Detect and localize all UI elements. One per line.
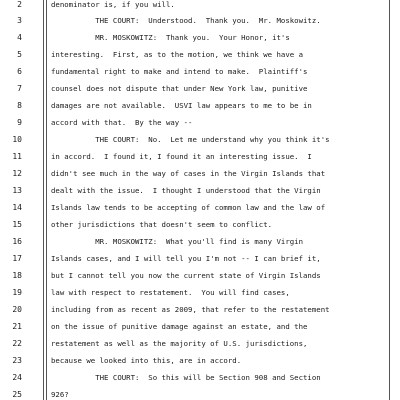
- line-number: 15: [12, 220, 22, 229]
- transcript-line: but I cannot tell you now the current state of Virgin Islands: [51, 271, 321, 280]
- line-number: 17: [12, 254, 22, 263]
- transcript-line: 926?: [51, 390, 69, 399]
- line-number: 21: [12, 322, 22, 331]
- transcript-line: MR. MOSKOWITZ: Thank you. Your Honor, it's: [51, 33, 290, 42]
- transcript-line: including from as recent as 2009, that refer to the restatement: [51, 305, 330, 314]
- line-number: 6: [17, 67, 22, 76]
- line-number: 12: [12, 169, 22, 178]
- transcript-line: other jurisdictions that doesn't seem to conflict.: [51, 220, 273, 229]
- transcript-line: THE COURT: Understood. Thank you. Mr. Moskowitz.: [51, 16, 321, 25]
- transcript-line: interesting. First, as to the motion, we think we have a: [51, 50, 304, 59]
- transcript-line: restatement as well as the majority of U.S. jurisdictions,: [51, 339, 308, 348]
- left-margin-rule-inner: [46, 0, 47, 400]
- line-number: 25: [12, 390, 22, 399]
- transcript-line: denominator is, if you will.: [51, 0, 175, 9]
- line-number: 2: [17, 0, 22, 9]
- transcript-line: damages are not available. USVI law appears to me to be in: [51, 101, 312, 110]
- transcript-line: law with respect to restatement. You will find cases,: [51, 288, 290, 297]
- transcript-line: accord with that. By the way --: [51, 118, 193, 127]
- transcript-line: THE COURT: So this will be Section 908 and Section: [51, 373, 321, 382]
- transcript-line: counsel does not dispute that under New York law, punitive: [51, 84, 308, 93]
- line-number: 23: [12, 356, 22, 365]
- line-number: 8: [17, 101, 22, 110]
- transcript-line: dealt with the issue. I thought I understood that the Virgin: [51, 186, 321, 195]
- transcript-line: didn't see much in the way of cases in the Virgin Islands that: [51, 169, 326, 178]
- transcript-line: Islands cases, and I will tell you I'm not -- I can brief it,: [51, 254, 321, 263]
- line-number: 5: [17, 50, 22, 59]
- line-number: 20: [12, 305, 22, 314]
- transcript-line: on the issue of punitive damage against an estate, and the: [51, 322, 308, 331]
- transcript-line: because we looked into this, are in accord.: [51, 356, 242, 365]
- line-number: 3: [17, 16, 22, 25]
- transcript-line: Islands law tends to be accepting of common law and the law of: [51, 203, 326, 212]
- line-number: 9: [17, 118, 22, 127]
- line-number: 16: [12, 237, 22, 246]
- left-margin-rule: [43, 0, 44, 400]
- transcript-line: in accord. I found it, I found it an interesting issue. I: [51, 152, 312, 161]
- transcript-line: fundamental right to make and intend to make. Plaintiff's: [51, 67, 308, 76]
- line-number: 10: [12, 135, 22, 144]
- line-number: 19: [12, 288, 22, 297]
- line-number: 14: [12, 203, 22, 212]
- line-number: 18: [12, 271, 22, 280]
- line-number: 22: [12, 339, 22, 348]
- line-number: 11: [12, 152, 22, 161]
- transcript-line: THE COURT: No. Let me understand why you think it's: [51, 135, 330, 144]
- line-number: 4: [17, 33, 22, 42]
- line-number: 13: [12, 186, 22, 195]
- line-number: 24: [12, 373, 22, 382]
- line-number: 7: [17, 84, 22, 93]
- transcript-line: MR. MOSKOWITZ: What you'll find is many Virgin: [51, 237, 304, 246]
